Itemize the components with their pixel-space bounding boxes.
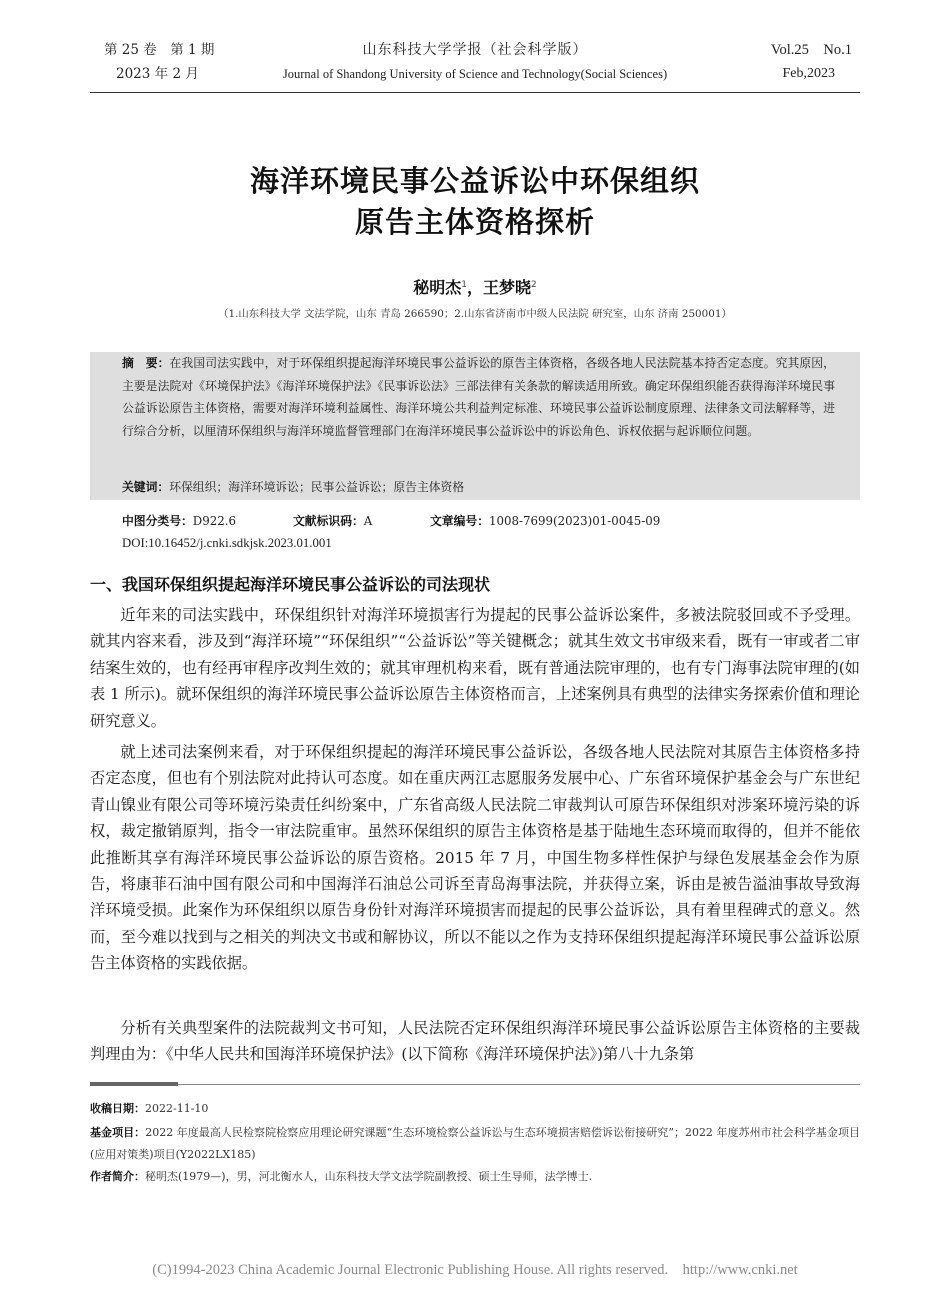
document-code-label: 文献标识码： bbox=[293, 514, 364, 528]
body-paragraph: 分析有关典型案件的法院裁判文书可知，人民法院否定环保组织海洋环境民事公益诉讼原告主体资格的主要裁判理由为：《中华人民共和国海洋环境保护法》(以下简称《海洋环境保护法》)第八十九条第 bbox=[90, 1019, 860, 1064]
article-number bbox=[430, 512, 660, 529]
header-date: 2023 年 2 月 bbox=[116, 66, 199, 82]
author-bio-value: 秘明杰(1979—)，男，河北衡水人，山东科技大学文法学院副教授、硕士生导师，法学博士. bbox=[145, 1170, 593, 1183]
fund-value: 2022 年度最高人民检察院检察应用理论研究课题“生态环境检察公益诉讼与生态环境损害赔偿诉讼衔接研究”；2022 年度苏州市社会科学基金项目(应用对策类)项目(Y2022LX185) bbox=[90, 1126, 860, 1161]
fund-label: 基金项目： bbox=[90, 1126, 146, 1139]
author-affiliation-mark: 1 bbox=[461, 280, 467, 290]
doi[interactable]: DOI:10.16452/j.cnki.sdkjsk.2023.01.001 bbox=[122, 536, 332, 550]
received-date bbox=[90, 1098, 860, 1120]
affiliation: （1.山东科技大学 文法学院，山东 青岛 266590；2.山东省济南市中级人民法院 研究室，山东 济南 250001） bbox=[218, 308, 732, 320]
copyright-footer: (C)1994-2023 China Academic Journal Electronic Publishing House. All rights reserved. http://www.cnki.net bbox=[152, 1262, 798, 1278]
body-paragraph: 就上述司法案例来看，对于环保组织提起的海洋环境民事公益诉讼，各级各地人民法院对其原告主体资格多持否定态度，但也有个别法院对此持认可态度。如在重庆两江志愿服务发展中心、广东省环境保护基金会与广东世纪青山镍业有限公司等环境污染责任纠纷案中，广东省高级人民法院二审裁判认可原告环保组织对涉案环境污染的诉权，裁定撤销原判，指令一审法院重审。虽然环保组织的原告主体资格是基于陆地生态环境而取得的，但并不能依此推断其享有海洋环境民事公益诉讼的原告资格。2015 年 7 月，中国生物多样性保护与绿色发展基金会作为原告，将康菲石油中国有限公司和中国海洋石油总公司诉至青岛海事法院，并获得立案，诉由是被告溢油事故导致海洋环境受损。此案作为环保组织以原告身份针对海洋环境损害而提起的民事公益诉讼，具有着里程碑式的意义。然而，至今难以找到与之相关的判决文书或和解协议，所以不能以之作为支持环保组织提起海洋环境民事公益诉讼原告主体资格的实践依据。 bbox=[90, 743, 860, 973]
author-bio-label: 作者简介： bbox=[90, 1170, 145, 1183]
fund-project bbox=[90, 1122, 860, 1166]
footnote-rule bbox=[90, 1084, 860, 1085]
footnote-rule-accent bbox=[90, 1082, 178, 1086]
keywords-text: 环保组织；海洋环境诉讼；民事公益诉讼；原告主体资格 bbox=[169, 480, 465, 494]
author-affiliation-mark: 2 bbox=[531, 280, 537, 290]
author-bio bbox=[90, 1166, 860, 1188]
body-paragraph: 近年来的司法实践中，环保组织针对海洋环境损害行为提起的民事公益诉讼案件，多被法院驳回或不予受理。就其内容来看，涉及到“海洋环境”“环保组织”“公益诉讼”等关键概念；就其生效文书审级来看，既有一审或者二审结案生效的，也有经再审程序改判生效的；就其审理机构来看，既有普通法院审理的，也有专门海事法院审理的(如表 1 所示)。就环保组织的海洋环境民事公益诉讼原告主体资格而言，上述案例具有典型的法律实务探索价值和理论研究意义。 bbox=[90, 606, 860, 730]
title-line-2: 原告主体资格探析 bbox=[354, 205, 595, 239]
received-label: 收稿日期： bbox=[90, 1102, 145, 1115]
article-number-label: 文章编号： bbox=[430, 514, 489, 528]
header-rule bbox=[90, 92, 860, 93]
header-vol-en: Vol.25 No.1 bbox=[770, 42, 852, 58]
author-separator: ， bbox=[466, 278, 483, 297]
header-journal-en: Journal of Shandong University of Science and Technology(Social Sciences) bbox=[282, 67, 668, 81]
abstract-label: 摘 要： bbox=[122, 356, 170, 370]
section-heading: 一、我国环保组织提起海洋环境民事公益诉讼的司法现状 bbox=[90, 575, 491, 594]
header-volume-issue: 第 25 卷 第 1 期 bbox=[104, 42, 215, 58]
header-date-en: Feb,2023 bbox=[782, 66, 835, 81]
received-value: 2022-11-10 bbox=[145, 1102, 209, 1115]
abstract-text: 在我国司法实践中，对于环保组织提起海洋环境民事公益诉讼的原告主体资格，各级各地人民法院基本持否定态度。究其原因，主要是法院对《环境保护法》《海洋环境保护法》《民事诉讼法》三部法律有关条款的解读适用所致。确定环保组织能否获得海洋环境民事公益诉讼原告主体资格，需要对海洋环境利益属性、海洋环境公共利益判定标准、环境民事公益诉讼制度原理、法律条文司法解释等，进行综合分析，以厘清环保组织与海洋环境监督管理部门在海洋环境民事公益诉讼中的诉讼角色、诉权依据与起诉顺位问题。 bbox=[122, 356, 835, 438]
article-number-value: 1008-7699(2023)01-0045-09 bbox=[489, 514, 661, 528]
clc-value: D922.6 bbox=[192, 514, 237, 528]
keywords-label: 关键词： bbox=[122, 480, 170, 494]
clc-number bbox=[122, 512, 236, 529]
title-line-1: 海洋环境民事公益诉讼中环保组织 bbox=[249, 164, 700, 198]
clc-label: 中图分类号： bbox=[122, 514, 193, 528]
author-line bbox=[90, 275, 860, 298]
author-name: 秘明杰 bbox=[413, 278, 462, 297]
document-code bbox=[293, 512, 372, 529]
document-code-value: A bbox=[363, 514, 373, 528]
keywords bbox=[122, 478, 464, 495]
header-journal-cn: 山东科技大学学报（社会科学版） bbox=[362, 42, 588, 58]
author-name: 王梦晓 bbox=[483, 278, 532, 297]
abstract bbox=[122, 352, 835, 442]
